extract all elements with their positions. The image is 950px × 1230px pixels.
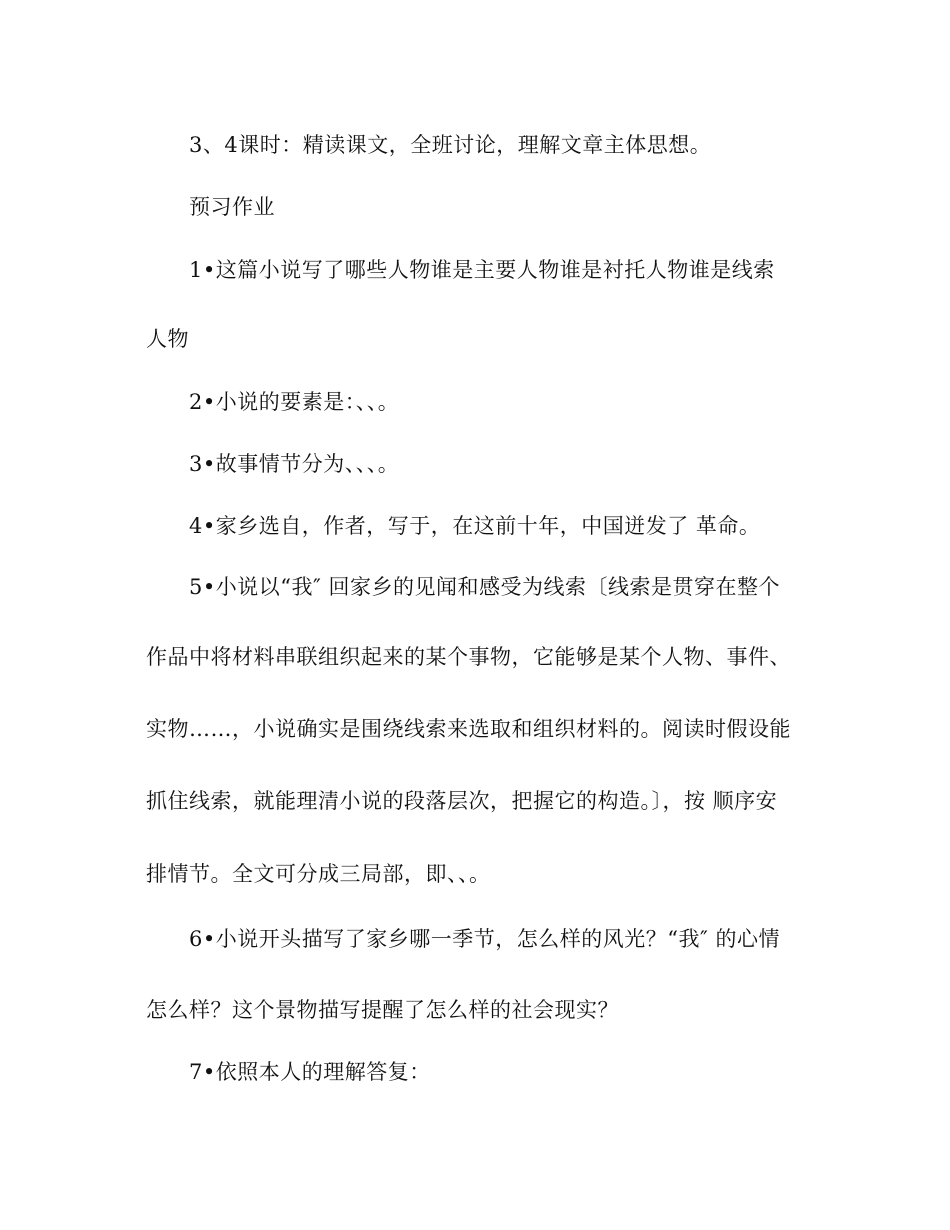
text-line-question-5-cont-1: 作品中将材料串联组织起来的某个事物，它能够是某个人物、事件、 bbox=[146, 645, 791, 669]
text-line-question-2: 2•小说的要素是：、、。 bbox=[189, 390, 400, 414]
text-line-question-1-cont: 人物 bbox=[146, 327, 189, 351]
text-line-question-5-cont-3: 抓住线索，就能理清小说的段落层次，把握它的构造。〕，按 顺序安 bbox=[146, 789, 778, 813]
text-line-question-6-cont: 怎么样？这个景物描写提醒了怎么样的社会现实？ bbox=[146, 998, 619, 1022]
text-line-question-5: 5•小说以“我″ 回家乡的见闻和感受为线索〔线索是贯穿在整个 bbox=[189, 575, 781, 599]
text-line-question-5-cont-2: 实物……，小说确实是围绕线索来选取和组织材料的。阅读时假设能 bbox=[146, 717, 791, 741]
text-line-question-5-cont-4: 排情节。全文可分成三局部，即、、。 bbox=[146, 862, 491, 886]
text-line-question-6: 6•小说开头描写了家乡哪一季节，怎么样的风光？“我″ 的心情 bbox=[189, 927, 781, 951]
text-line-question-1: 1•这篇小说写了哪些人物谁是主要人物谁是衬托人物谁是线索 bbox=[189, 258, 775, 282]
text-line-question-7: 7•依照本人的理解答复： bbox=[189, 1060, 431, 1084]
text-line-question-4: 4•家乡选自，作者，写于，在这前十年，中国迸发了 革命。 bbox=[189, 514, 761, 538]
text-line-preview-heading: 预习作业 bbox=[189, 195, 275, 219]
text-line-question-3: 3•故事情节分为、、、。 bbox=[189, 452, 400, 476]
text-line-lesson-plan: 3、4课时：精读课文，全班讨论，理解文章主体思想。 bbox=[189, 133, 712, 157]
